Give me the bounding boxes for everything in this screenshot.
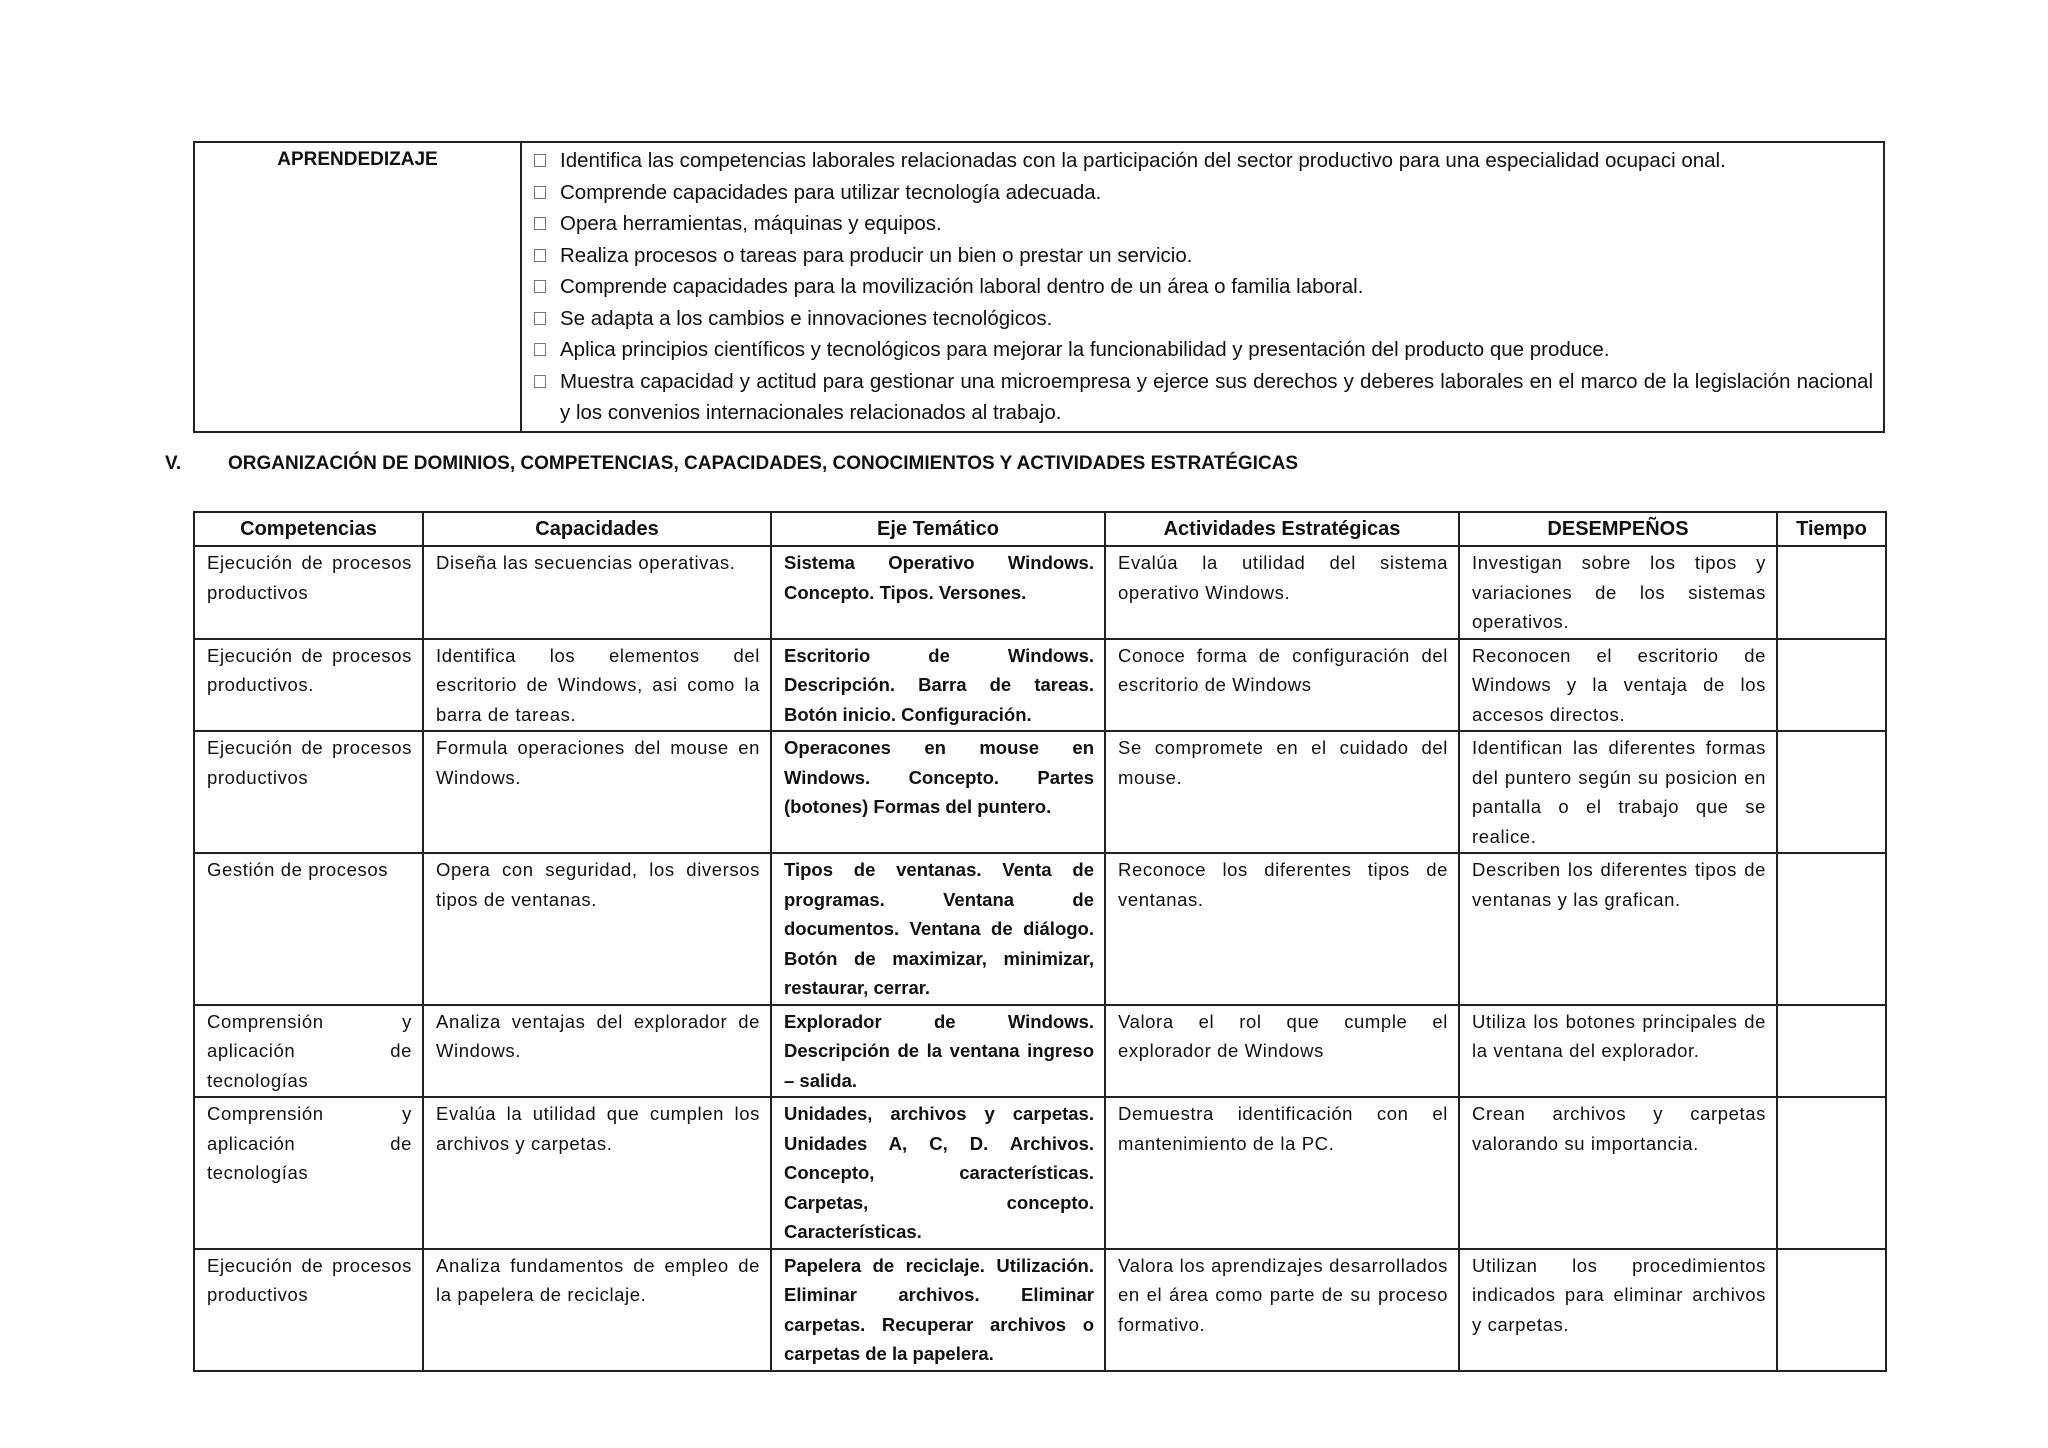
cell-capacidad: Identifica los elementos del escritorio de Windows, asi como la barra de tareas.	[423, 639, 771, 732]
learning-item: Se adapta a los cambios e innovaciones tecnológicos.	[532, 303, 1873, 335]
cell-competencia: Ejecución de procesos productivos	[194, 546, 423, 639]
section-number: V.	[165, 453, 182, 474]
cell-eje-tematico: Operacones en mouse en Windows. Concepto. Partes (botones) Formas del puntero.	[771, 731, 1105, 853]
cell-capacidad: Analiza fundamentos de empleo de la papelera de reciclaje.	[423, 1249, 771, 1371]
cell-tiempo	[1777, 731, 1886, 853]
learning-table	[193, 141, 1885, 433]
cell-tiempo	[1777, 1005, 1886, 1098]
cell-eje-tematico: Sistema Operativo Windows. Concepto. Tipos. Versones.	[771, 546, 1105, 639]
checkbox-bullet-icon	[534, 375, 546, 388]
table-header-row	[194, 512, 1886, 546]
checkbox-bullet-icon	[534, 312, 546, 325]
learning-item: Identifica las competencias laborales relacionadas con la participación del sector productivo para una especialidad ocupaci onal.	[532, 145, 1873, 177]
cell-competencia: Ejecución de procesos productivos.	[194, 639, 423, 732]
learning-item: Comprende capacidades para la movilización laboral dentro de un área o familia laboral.	[532, 271, 1873, 303]
learning-item: Muestra capacidad y actitud para gestionar una microempresa y ejerce sus derechos y deberes laborales en el marco de la legislación nacional y los convenios internacionales relacionados al trabajo.	[532, 366, 1873, 429]
cell-capacidad: Evalúa la utilidad que cumplen los archivos y carpetas.	[423, 1097, 771, 1249]
cell-competencia: Ejecución de procesos productivos	[194, 731, 423, 853]
table-row	[194, 1097, 1886, 1249]
cell-desempeno: Investigan sobre los tipos y variaciones de los sistemas operativos.	[1459, 546, 1777, 639]
learning-label: APRENDEDIZAJE	[194, 142, 521, 432]
cell-capacidad: Analiza ventajas del explorador de Windows.	[423, 1005, 771, 1098]
cell-desempeno: Reconocen el escritorio de Windows y la ventaja de los accesos directos.	[1459, 639, 1777, 732]
section-heading	[165, 453, 1298, 475]
cell-eje-tematico: Papelera de reciclaje. Utilización. Eliminar archivos. Eliminar carpetas. Recuperar archivos o carpetas de la papelera.	[771, 1249, 1105, 1371]
table-row	[194, 853, 1886, 1005]
checkbox-bullet-icon	[534, 280, 546, 293]
cell-capacidad: Opera con seguridad, los diversos tipos de ventanas.	[423, 853, 771, 1005]
cell-tiempo	[1777, 546, 1886, 639]
learning-item: Opera herramientas, máquinas y equipos.	[532, 208, 1873, 240]
header-eje-tematico: Eje Temático	[771, 512, 1105, 546]
cell-competencia: Gestión de procesos	[194, 853, 423, 1005]
cell-capacidad: Formula operaciones del mouse en Windows.	[423, 731, 771, 853]
header-competencias: Competencias	[194, 512, 423, 546]
table-row	[194, 639, 1886, 732]
cell-desempeno: Identifican las diferentes formas del puntero según su posicion en pantalla o el trabajo que se realice.	[1459, 731, 1777, 853]
learning-list	[521, 142, 1884, 432]
cell-actividad: Conoce forma de configuración del escritorio de Windows	[1105, 639, 1459, 732]
checkbox-bullet-icon	[534, 343, 546, 356]
cell-desempeno: Utilizan los procedimientos indicados para eliminar archivos y carpetas.	[1459, 1249, 1777, 1371]
header-tiempo: Tiempo	[1777, 512, 1886, 546]
header-desempenos: DESEMPEÑOS	[1459, 512, 1777, 546]
cell-capacidad: Diseña las secuencias operativas.	[423, 546, 771, 639]
checkbox-bullet-icon	[534, 186, 546, 199]
checkbox-bullet-icon	[534, 249, 546, 262]
header-capacidades: Capacidades	[423, 512, 771, 546]
cell-actividad: Se compromete en el cuidado del mouse.	[1105, 731, 1459, 853]
cell-tiempo	[1777, 853, 1886, 1005]
learning-item: Comprende capacidades para utilizar tecnología adecuada.	[532, 177, 1873, 209]
cell-actividad: Demuestra identificación con el mantenimiento de la PC.	[1105, 1097, 1459, 1249]
checkbox-bullet-icon	[534, 217, 546, 230]
cell-tiempo	[1777, 1249, 1886, 1371]
header-actividades: Actividades Estratégicas	[1105, 512, 1459, 546]
section-title: ORGANIZACIÓN DE DOMINIOS, COMPETENCIAS, CAPACIDADES, CONOCIMIENTOS Y ACTIVIDADES ESTRATÉGICAS	[228, 453, 1299, 474]
learning-item: Aplica principios científicos y tecnológicos para mejorar la funcionabilidad y presentación del producto que produce.	[532, 334, 1873, 366]
checkbox-bullet-icon	[534, 154, 546, 167]
cell-desempeno: Describen los diferentes tipos de ventanas y las grafican.	[1459, 853, 1777, 1005]
cell-tiempo	[1777, 1097, 1886, 1249]
cell-eje-tematico: Explorador de Windows. Descripción de la ventana ingreso – salida.	[771, 1005, 1105, 1098]
cell-desempeno: Utiliza los botones principales de la ventana del explorador.	[1459, 1005, 1777, 1098]
cell-competencia: Ejecución de procesos productivos	[194, 1249, 423, 1371]
cell-competencia: Comprensión y aplicación de tecnologías	[194, 1097, 423, 1249]
cell-actividad: Reconoce los diferentes tipos de ventanas.	[1105, 853, 1459, 1005]
competencies-table	[193, 511, 1887, 1372]
cell-competencia: Comprensión y aplicación de tecnologías	[194, 1005, 423, 1098]
table-row	[194, 731, 1886, 853]
cell-eje-tematico: Tipos de ventanas. Venta de programas. Ventana de documentos. Ventana de diálogo. Botón de maximizar, minimizar, restaurar, cerrar.	[771, 853, 1105, 1005]
cell-eje-tematico: Unidades, archivos y carpetas. Unidades A, C, D. Archivos. Concepto, características. Carpetas, concepto. Características.	[771, 1097, 1105, 1249]
table-row	[194, 546, 1886, 639]
table-row	[194, 1249, 1886, 1371]
table-row	[194, 1005, 1886, 1098]
cell-desempeno: Crean archivos y carpetas valorando su importancia.	[1459, 1097, 1777, 1249]
cell-actividad: Evalúa la utilidad del sistema operativo Windows.	[1105, 546, 1459, 639]
cell-tiempo	[1777, 639, 1886, 732]
cell-actividad: Valora el rol que cumple el explorador de Windows	[1105, 1005, 1459, 1098]
cell-eje-tematico: Escritorio de Windows. Descripción. Barra de tareas. Botón inicio. Configuración.	[771, 639, 1105, 732]
learning-item: Realiza procesos o tareas para producir un bien o prestar un servicio.	[532, 240, 1873, 272]
cell-actividad: Valora los aprendizajes desarrollados en el área como parte de su proceso formativo.	[1105, 1249, 1459, 1371]
